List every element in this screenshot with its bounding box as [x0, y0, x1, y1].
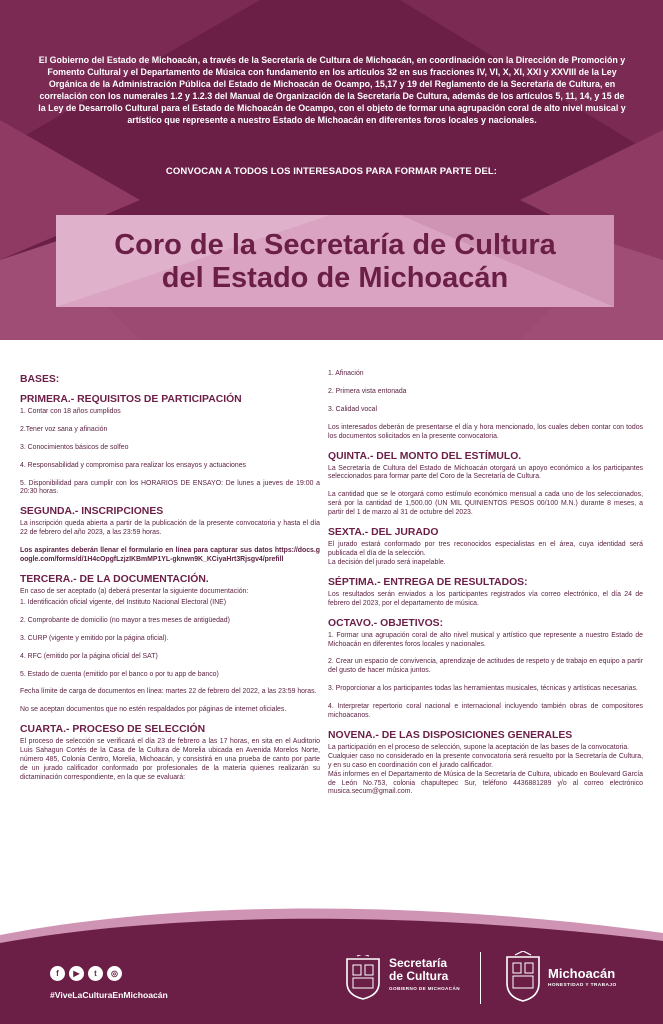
novena-paragraph-1: La participación en el proceso de selección, supone la aceptación de las bases de la convocatoria.	[328, 743, 630, 751]
cuarta-item-1: 1. Afinación	[328, 370, 364, 377]
octavo-item-1: 1. Formar una agrupación coral de alto nivel musical y artístico que represente a nuestro Estado de Michoacán en diferentes foros locales y nacionales.	[328, 631, 643, 648]
novena-paragraph-3: Más informes en el Departamento de Música de la Secretaría de Cultura, ubicado en Boulevard García de León No.753, colonia chapultepec Sur, teléfono 4436881289 y/o al correo electrónico musica.secum@gmail.com.	[328, 770, 643, 796]
youtube-icon[interactable]: ▶	[69, 966, 84, 981]
segunda-paragraph-2: Los aspirantes deberán llenar el formulario en línea para capturar sus datos https://docs.google.com/forms/d/1H4cOpgfLzjzIKBmMP1YL-gknwn9K_KCiyaHrt3Rjsgv4/prefill	[20, 547, 320, 564]
footer	[0, 905, 663, 1024]
left-column	[20, 370, 320, 792]
bases-heading: BASES:	[20, 374, 60, 385]
tercera-item-5: 5. Estado de cuenta (emitido por el banco o por tu app de banco)	[20, 670, 219, 678]
quinta-paragraph-2: La cantidad que se le otorgará como estímulo económico mensual a cada uno de los seleccionados, será por la cantidad de 1,500.00 (UN MIL QUINIENTOS PESOS 00/100 M.N.) durante 8 meses, a partir del 1 de marzo al 31 de octubre del 2023.	[328, 491, 643, 517]
tercera-paragraph-1: Fecha límite de carga de documentos en línea: martes 22 de febrero del 2022, a las 23:59 horas.	[20, 688, 317, 696]
instagram-icon[interactable]: ◎	[107, 966, 122, 981]
tercera-item-2: 2. Comprobante de domicilio (no mayor a tres meses de antigüedad)	[20, 616, 230, 624]
octavo-item-4: 4. Interpretar repertorio coral nacional e internacional incluyendo también obras de compositores michoacanos.	[328, 703, 643, 720]
michoacan-shield-icon	[503, 951, 543, 1003]
octavo-heading: OCTAVO.- OBJETIVOS:	[328, 617, 444, 629]
tercera-item-1: 1. Identificación oficial vigente, del Instituto Nacional Electoral (INE)	[20, 598, 227, 606]
tercera-intro: En caso de ser aceptado (a) deberá presentar la siguiente documentación:	[20, 587, 249, 595]
sexta-heading: SEXTA.- DEL JURADO	[328, 527, 439, 539]
michoacan-logo-text: Michoacán	[548, 966, 616, 981]
sexta-paragraph-1: El jurado estará conformado por tres reconocidos especialistas en el área, cuya identidad será publicada el día de la selección.	[328, 541, 643, 557]
primera-item-3: 3. Conocimientos básicos de solfeo	[20, 443, 129, 451]
primera-item-4: 4. Responsabilidad y compromiso para realizar los ensayos y actuaciones	[20, 461, 246, 469]
cuarta-item-2: 2. Primera vista entonada	[328, 387, 407, 395]
cuarta-item-3: 3. Calidad vocal	[328, 405, 378, 413]
right-column	[328, 370, 643, 806]
segunda-paragraph-1: La inscripción queda abierta a partir de la publicación de la presente convocatoria y hasta el día 22 de febrero del año 2023, a las 23:59 horas.	[20, 520, 320, 537]
septima-paragraph-1: Los resultados serán enviados a los participantes registrados vía correo electrónico, el día 24 de febrero del 2023, por el departamento de música.	[328, 590, 643, 607]
octavo-item-3: 3. Proporcionar a los participantes todas las herramientas musicales, técnicas y artísticas necesarias.	[328, 685, 638, 693]
primera-item-5: 5. Disponibilidad para cumplir con los HORARIOS DE ENSAYO: De lunes a jueves de 19:00 a 20:30 horas.	[20, 479, 320, 496]
quinta-paragraph-1: La Secretaría de Cultura del Estado de Michoacán otorgará un apoyo económico a los participantes seleccionados para formar parte del Coro de la Secretaría de Cultura.	[328, 464, 643, 481]
secretaria-cultura-logo-text	[389, 957, 448, 983]
hashtag: #ViveLaCulturaEnMichoacán	[50, 990, 168, 1000]
twitter-icon[interactable]: t	[88, 966, 103, 981]
primera-item-1: 1. Contar con 18 años cumplidos	[20, 407, 121, 415]
footer-background	[0, 905, 663, 1024]
title-line-2: del Estado de Michoacán	[161, 262, 509, 294]
social-icons	[50, 966, 122, 981]
facebook-icon[interactable]: f	[50, 966, 65, 981]
logo1-line-2: de Cultura	[389, 969, 449, 983]
michoacan-logo-subtitle: HONESTIDAD Y TRABAJO	[548, 983, 617, 988]
title-box	[56, 215, 614, 307]
tercera-item-4: 4. RFC (emitido por la página oficial del SAT)	[20, 652, 158, 660]
novena-paragraph-2: Cualquier caso no considerado en la presente convocatoria será resuelto por la Secretaría de Cultura, y en su caso en coordinación con el jurado calificador.	[328, 752, 643, 769]
quinta-heading: QUINTA.- DEL MONTO DEL ESTÍMULO.	[328, 450, 522, 462]
intro-paragraph: El Gobierno del Estado de Michoacán, a través de la Secretaría de Cultura de Michoacán, en coordinación con la Dirección de Promoción y Fomento Cultural y el Departamento de Música con fundamento en los artículos 32 en sus fracciones IV, VI, X, XI, XXI y XXVIII de la Ley Orgánica de la Administración Pública del Estado de Michoacán de Ocampo, 15,17 y 19 del Reglamento de la Secretaría de Cultura, en correlación con los numerales 1.2 y 1.2.3 del Manual de Organización de la Secretaría De Cultura, además de los artículos 5, 11, 14, y 15 de la Ley de Desarrollo Cultural para el Estado de Michoacán de Ocampo, con el objeto de formar una agrupación coral de alto nivel musical y artístico que represente a nuestro Estado de Michoacán en diferentes foros locales y nacionales.	[38, 55, 626, 126]
novena-heading: NOVENA.- DE LAS DISPOSICIONES GENERALES	[328, 729, 573, 741]
page-title	[56, 229, 614, 295]
title-line-1: Coro de la Secretaría de Cultura	[114, 229, 556, 261]
primera-heading: PRIMERA.- REQUISITOS DE PARTICIPACIÓN	[20, 393, 242, 405]
cuarta-paragraph-1: El proceso de selección se verificará el día 23 de febrero a las 17 horas, en sita en el Auditorio Luis Sahagun Cortés de la Casa de la Cultura de Morelia ubicada en Avenida Morelos Norte, número 485, Colonia Centro, Morelia, Michoacán, y consistirá en una prueba de canto por parte de un jurado calificador conformado por profesionales de la materia quienes realizarán su dictaminación correspondiente, en la que se evaluará:	[20, 738, 320, 781]
primera-item-2: 2.Tener voz sana y afinación	[20, 425, 108, 433]
septima-heading: SÉPTIMA.- ENTREGA DE RESULTADOS:	[328, 576, 528, 588]
logo1-line-1: Secretaría	[389, 956, 448, 970]
octavo-item-2: 2. Crear un espacio de convivencia, aprendizaje de actitudes de respeto y de trabajo en equipo a partir del gusto de hacer música juntos.	[328, 658, 643, 675]
segunda-heading: SEGUNDA.- INSCRIPCIONES	[20, 506, 164, 518]
secretaria-cultura-shield-icon	[343, 955, 383, 1001]
header-banner	[0, 0, 663, 340]
sexta-paragraph-2: La decisión del jurado será inapelable.	[328, 558, 446, 566]
cuarta-heading: CUARTA.- PROCESO DE SELECCIÓN	[20, 724, 206, 736]
footer-divider	[480, 952, 481, 1004]
tercera-paragraph-2: No se aceptan documentos que no estén respaldados por páginas de internet oficiales.	[20, 706, 287, 714]
tercera-item-3: 3. CURP (vigente y emitido por la página oficial).	[20, 634, 169, 642]
tercera-heading: TERCERA.- DE LA DOCUMENTACIÓN.	[20, 573, 209, 585]
cuarta-paragraph-2: Los interesados deberán de presentarse el día y hora mencionado, los cuales deben contar con todos los documentos solicitados en la presente convocatoria.	[328, 423, 643, 440]
logo1-subtitle: GOBIERNO DE MICHOACÁN	[389, 986, 460, 991]
convocan-heading: CONVOCAN A TODOS LOS INTERESADOS PARA FORMAR PARTE DEL:	[165, 166, 498, 177]
